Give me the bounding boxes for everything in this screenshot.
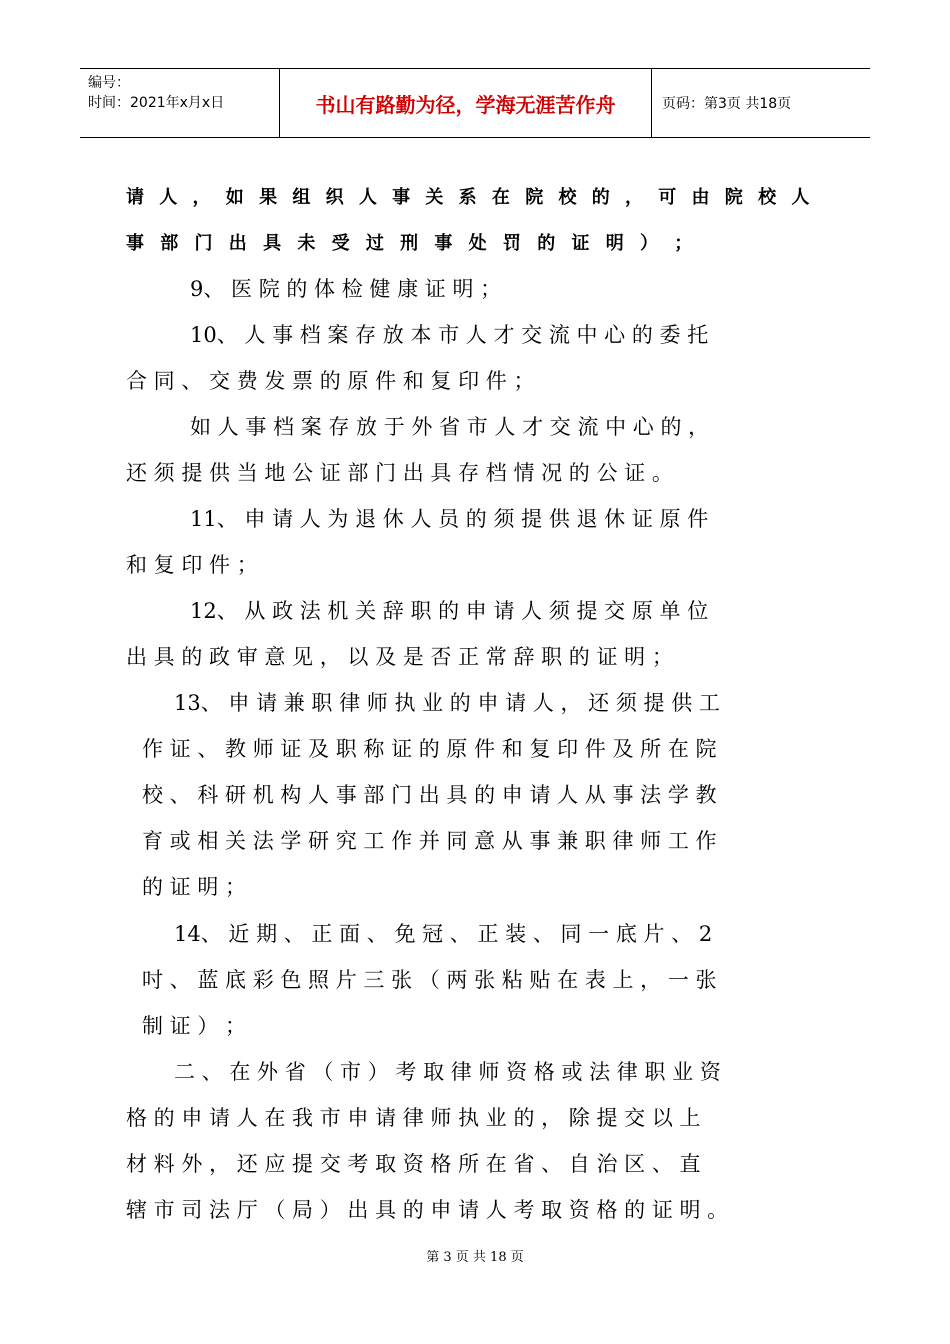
body-line-13: 作 证 、 教 师 证 及 职 称 证 的 原 件 和 复 印 件 及 所 在 院 [142,737,717,761]
body-line-21: 格 的 申 请 人 在 我 市 申 请 律 师 执 业 的 ， 除 提 交 以 上 [126,1106,701,1130]
body-line-12: 13、 申 请 兼 职 律 师 执 业 的 申 请 人 ， 还 须 提 供 工 [174,691,720,715]
body-line-1: 请 人 ， 如 果 组 织 人 事 关 系 在 院 校 的 ， 可 由 院 校 人 [126,187,814,208]
body-line-10: 12、 从 政 法 机 关 辞 职 的 申 请 人 须 提 交 原 单 位 [190,599,709,623]
body-line-15: 育 或 相 关 法 学 研 究 工 作 并 同 意 从 事 兼 职 律 师 工 作 [142,829,717,853]
body-line-3: 9、 医 院 的 体 检 健 康 证 明 ； [190,277,502,301]
body-line-20: 二 、 在 外 省 （ 市 ） 考 取 律 师 资 格 或 法 律 职 业 资 [174,1060,721,1084]
number-label: 编号： [88,75,130,91]
body-line-19: 制 证 ） ； [142,1014,247,1038]
body-line-4: 10、 人 事 档 案 存 放 本 市 人 才 交 流 中 心 的 委 托 [190,323,709,347]
time-label: 时间：2021年x月x日 [88,95,225,111]
header-motto-cell [280,69,652,137]
page-header [80,68,870,138]
body-line-6: 如 人 事 档 案 存 放 于 外 省 市 人 才 交 流 中 心 的 ， [190,415,710,439]
motto-text: 书山有路勤为径，学海无涯苦作舟 [315,92,616,117]
body-line-9: 和 复 印 件 ； [126,553,258,577]
header-left-cell [80,69,280,137]
body-line-14: 校 、 科 研 机 构 人 事 部 门 出 具 的 申 请 人 从 事 法 学 教 [142,783,717,807]
body-line-7: 还 须 提 供 当 地 公 证 部 门 出 具 存 档 情 况 的 公 证 。 [126,461,673,485]
page-footer: 第 3 页 共 18 页 [426,1250,524,1265]
body-line-16: 的 证 明 ； [142,875,247,899]
body-line-8: 11、 申 请 人 为 退 休 人 员 的 须 提 供 退 休 证 原 件 [190,507,709,531]
body-line-17: 14、 近 期 、 正 面 、 免 冠 、 正 装 、 同 一 底 片 、 2 [174,922,713,946]
body-line-22: 材 料 外 ， 还 应 提 交 考 取 资 格 所 在 省 、 自 治 区 、 直 [126,1152,701,1176]
body-line-5: 合 同 、 交 费 发 票 的 原 件 和 复 印 件 ； [126,369,535,393]
body-line-23: 辖 市 司 法 厅 （ 局 ） 出 具 的 申 请 人 考 取 资 格 的 证 明 。 [126,1198,729,1222]
body-line-2: 事 部 门 出 具 未 受 过 刑 事 处 罚 的 证 明 ） ； [126,233,698,254]
header-page-cell [652,69,870,137]
body-line-11: 出 具 的 政 审 意 见 ， 以 及 是 否 正 常 辞 职 的 证 明 ； [126,645,673,669]
body-line-18: 吋 、 蓝 底 彩 色 照 片 三 张 （ 两 张 粘 贴 在 表 上 ， 一 张 [142,968,717,992]
page-code: 页码：第3页 共18页 [662,96,792,112]
